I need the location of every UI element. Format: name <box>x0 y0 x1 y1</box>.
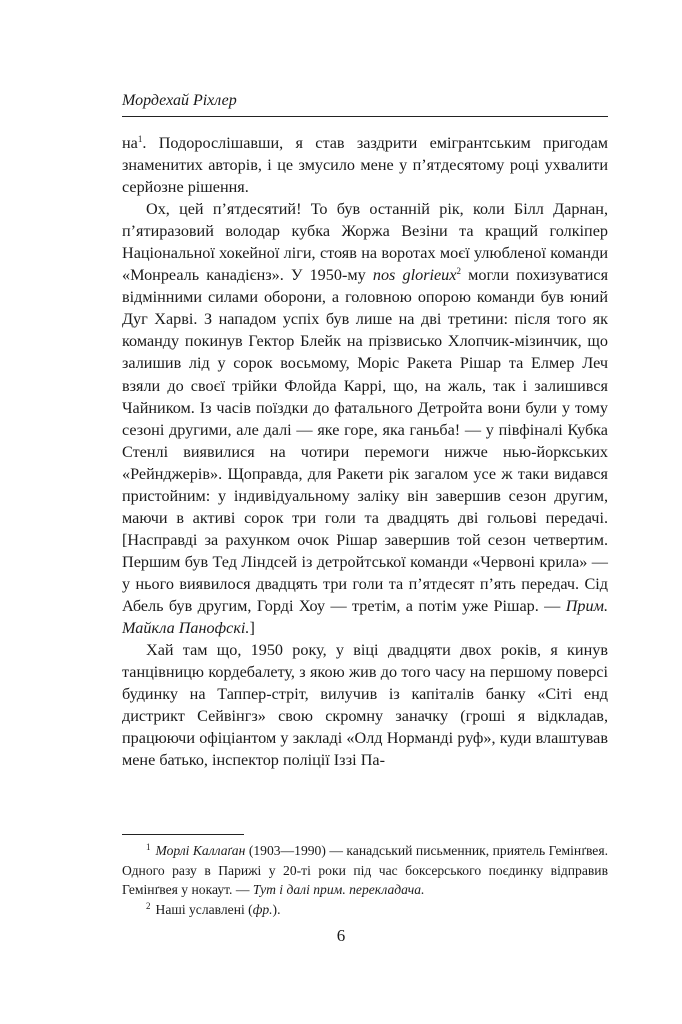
footnote-ref-1: 1 <box>137 134 143 144</box>
footnote-ref-2: 2 <box>456 266 461 277</box>
main-text <box>122 132 608 771</box>
p1-text-end: . Подорослішавши, я став заздрити емігрантським пригодам знаменитих авторів, і це змусило мене у п’ятдесятому році ухвалити серйозне рішення. <box>122 134 608 197</box>
paragraph-2 <box>122 198 608 639</box>
p2-text-main: могли похизуватися відмінними силами оборони, а головною опорою команди був юний Дуг Харві. З нападом успіх був лише на дві третини: після того як команду покинув Гектор Блейк на прізвисько Хлопчик-мізинчик, що залишив лід у сорок восьмому, Моріс Ракета Рішар та Елмер Леч взяли до своєї трійки Флойда Каррі, що, на жаль, так і залишився Чайником. Із часів поїздки до фатального Детройта вони були у тому сезоні другими, але далі — яке горе, яка ганьба! — у півфіналі Кубка Стенлі виявилися на чотири перемоги нижче нью-йоркських «Рейнджерів». Щоправда, для Ракети рік загалом усе ж таки видався пристойним: у індивідуальному заліку він завершив сезон другим, маючи в активі сорок три голи та двадцять дві гольові передачі. [Насправді за рахунком очок Рішар завершив той сезон четвертим. Першим був Тед Ліндсей із детройтської команди «Червоні крила» — у нього виявилося двадцять три голи та п’ятдесят п’ять передач. Сід Абель був другим, Горді Хоу — третім, а потім уже Рішар. — <box>122 266 609 615</box>
footnote-2 <box>122 900 608 920</box>
p2-italic-phrase: nos glorieux <box>372 266 457 285</box>
running-header <box>122 90 608 117</box>
footnote-divider <box>122 834 244 835</box>
author-name: Мордехай Ріхлер <box>122 92 237 109</box>
p2-editor-note: Прим. Майкла Панофскі. <box>122 596 608 638</box>
footnote-2-marker: 2 <box>146 900 151 911</box>
footnote-1-marker: 1 <box>146 842 151 852</box>
footnote-1-note: Тут і далі прим. перекладача. <box>252 882 425 897</box>
footnote-2-text-start: Наші уславлені ( <box>155 901 253 917</box>
footnote-1-text: (1903—1990) — канадський письменник, приятель Гемінґвея. Одного разу в Парижі у 20-ті роки під час боксерського поєдинку відправив Гемінґвея у нокаут. — <box>122 843 608 897</box>
paragraph-1 <box>122 132 608 198</box>
paragraph-3: Хай там що, 1950 року, у віці двадцяти двох років, я кинув танцівницю кордебалету, з якою жив до того часу на першому поверсі будинку на Таппер-стріт, вилучив із капіталів банку «Сіті енд дистрикт Сейвінгз» свою скромну заначку (гроші я відкладав, працюючи офіціантом у закладі «Олд Норманді руф», куди влаштував мене батько, інспектор поліції Іззі Па- <box>122 641 608 770</box>
footnote-1-name: Морлі Каллаґан <box>155 843 246 858</box>
footnote-1 <box>122 841 608 900</box>
footnote-2-italic: фр. <box>252 901 273 917</box>
footnotes <box>122 841 608 919</box>
p2-close-bracket: ] <box>249 619 255 638</box>
footnote-2-text-end: ). <box>272 901 281 917</box>
p2-text-start: Ох, цей п’ятдесятий! То був останній рік, коли Білл Дарнан, п’ятиразовий володар кубка Жоржа Везіни та кращий голкіпер Національної хокейної ліги, стояв на воротах моєї улюбленої команди «Монреаль канадієнз». У 1950-му <box>122 200 608 285</box>
p1-text-start: на <box>122 134 138 152</box>
page-number: 6 <box>336 926 346 945</box>
